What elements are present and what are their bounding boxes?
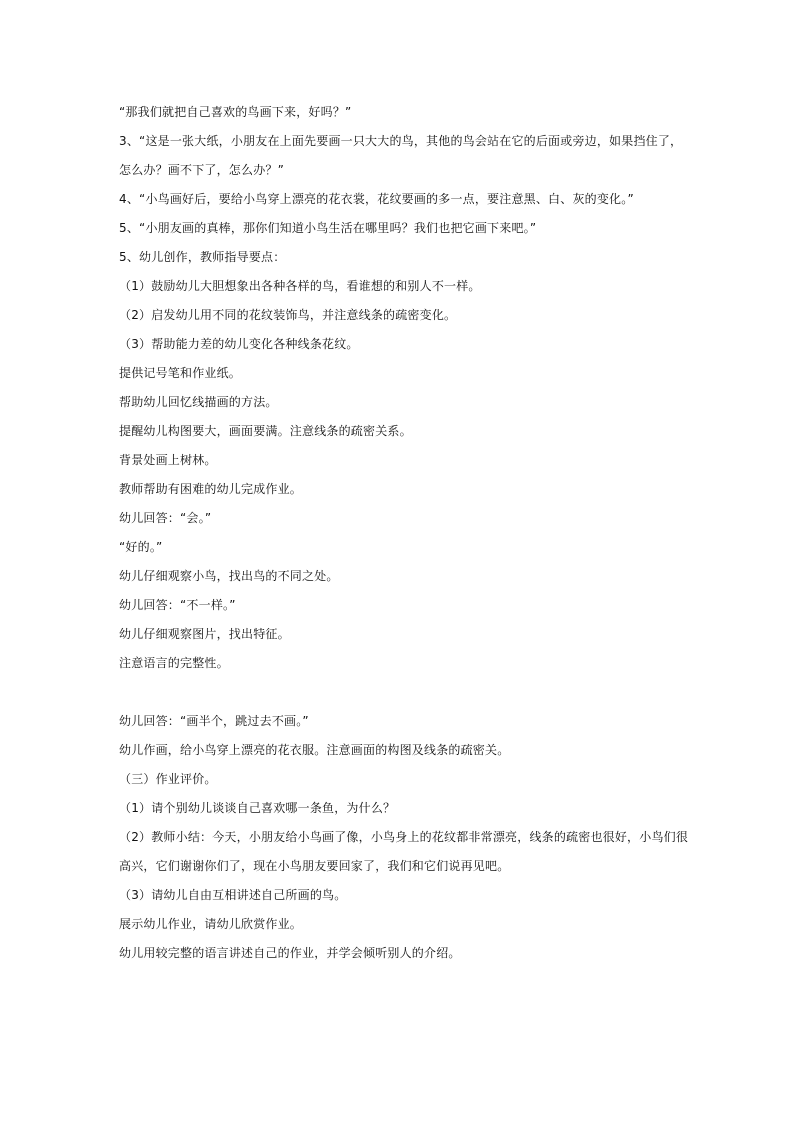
paragraph-line: 高兴，它们谢谢你们了，现在小鸟朋友要回家了，我们和它们说再见吧。: [119, 859, 510, 873]
paragraph-line: （1）请个别幼儿谈谈自己喜欢哪一条鱼，为什么？: [119, 801, 396, 815]
paragraph-line: 注意语言的完整性。: [119, 656, 229, 670]
paragraph-line: （三）作业评价。: [119, 772, 217, 786]
paragraph-line: 展示幼儿作业，请幼儿欣赏作业。: [119, 917, 303, 931]
paragraph-line: 帮助幼儿回忆线描画的方法。: [119, 395, 278, 409]
paragraph-line: 提供记号笔和作业纸。: [119, 366, 242, 380]
paragraph-line: 5、幼儿创作，教师指导要点：: [119, 250, 286, 264]
paragraph-line: “那我们就把自己喜欢的鸟画下来，好吗？”: [119, 105, 352, 119]
paragraph-line: 幼儿作画，给小鸟穿上漂亮的花衣服。注意画面的构图及线条的疏密关。: [119, 743, 510, 757]
paragraph-line: 幼儿仔细观察图片，找出特征。: [119, 627, 290, 641]
paragraph-line: （2）教师小结：今天，小朋友给小鸟画了像，小鸟身上的花纹都非常漂亮，线条的疏密也很好，小鸟们很: [119, 830, 689, 844]
paragraph-line: （3）帮助能力差的幼儿变化各种线条花纹。: [119, 337, 359, 351]
paragraph-line: （1）鼓励幼儿大胆想象出各种各样的鸟，看谁想的和别人不一样。: [119, 279, 481, 293]
paragraph-line: 怎么办？画不下了，怎么办？”: [119, 163, 285, 177]
blank-line: [119, 678, 689, 707]
paragraph-line: “好的。”: [119, 540, 163, 554]
paragraph-line: 幼儿回答：“会。”: [119, 511, 212, 525]
paragraph-line: 提醒幼儿构图要大，画面要满。注意线条的疏密关系。: [119, 424, 412, 438]
paragraph-line: （3）请幼儿自由互相讲述自己所画的鸟。: [119, 888, 347, 902]
paragraph-line: 幼儿回答：“画半个，跳过去不画。”: [119, 714, 309, 728]
document-body: [119, 98, 689, 968]
paragraph-line: 教师帮助有困难的幼儿完成作业。: [119, 482, 303, 496]
paragraph-line: 幼儿回答：“不一样。”: [119, 598, 236, 612]
paragraph-line: （2）启发幼儿用不同的花纹装饰鸟，并注意线条的疏密变化。: [119, 308, 457, 322]
paragraph-line: 4、“小鸟画好后，要给小鸟穿上漂亮的花衣裳，花纹要画的多一点，要注意黑、白、灰的变化。”: [119, 192, 634, 206]
paragraph-line: 幼儿仔细观察小鸟，找出鸟的不同之处。: [119, 569, 339, 583]
paragraph-line: 幼儿用较完整的语言讲述自己的作业，并学会倾听别人的介绍。: [119, 946, 461, 960]
paragraph-line: 5、“小朋友画的真棒，那你们知道小鸟生活在哪里吗？我们也把它画下来吧。”: [119, 221, 537, 235]
paragraph-line: 背景处画上树林。: [119, 453, 217, 467]
paragraph-line: 3、“这是一张大纸，小朋友在上面先要画一只大大的鸟，其他的鸟会站在它的后面或旁边，如果挡住了，: [119, 134, 683, 148]
